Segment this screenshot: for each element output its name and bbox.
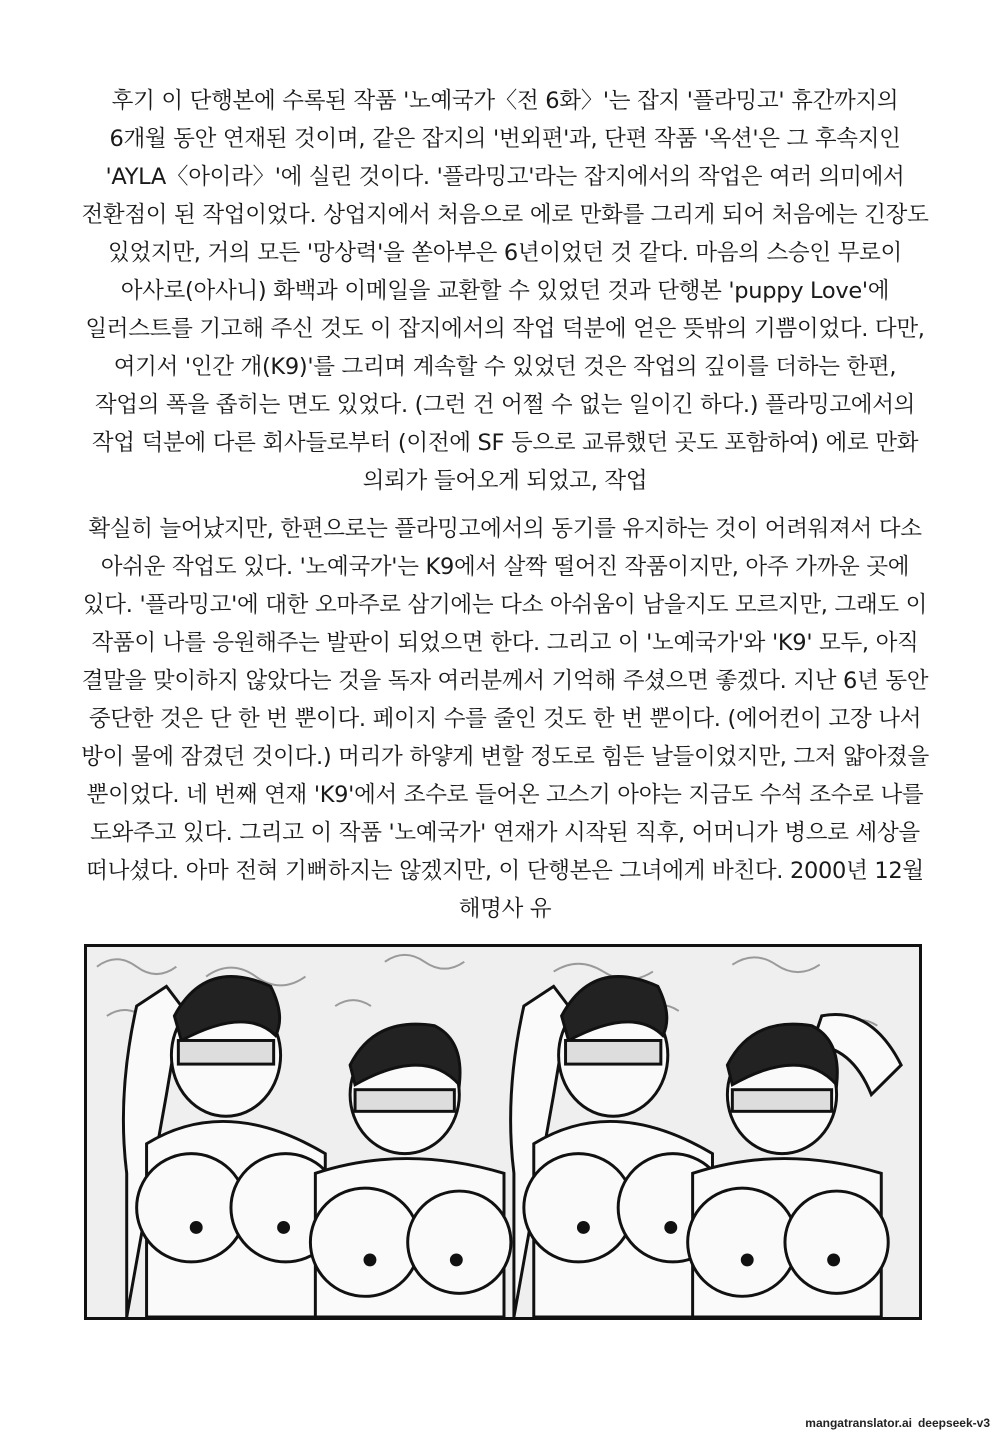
manga-illustration-panel bbox=[84, 944, 922, 1320]
credit-model-label: deepseek-v3 bbox=[917, 1416, 990, 1430]
afterword-paragraph-1: 후기 이 단행본에 수록된 작품 '노예국가〈전 6화〉'는 잡지 '플라밍고' 휴간까지의 6개월 동안 연재된 것이며, 같은 잡지의 '번외편'과, 단편 작품 '옥션'은 그 후속지인 'AYLA〈아이라〉'에 실린 것이다. '플라밍고'라는 잡지에서의 작업은 여러 의미에서 전환점이 된 작업이었다. 상업지에서 처음으로 에로 만화를 그리게 되어 처음에는 긴장도 있었지만, 거의 모든 '망상력'을 쏟아부은 6년이었던 것 같다. 마음의 스승인 무로이 아사로(아사니) 화백과 이메일을 교환할 수 있었던 것과 단행본 'puppy Love'에 일러스트를 기고해 주신 것도 이 잡지에서의 작업 덕분에 얻은 뜻밖의 기쁨이었다. 다만, 여기서 '인간 개(K9)'를 그리며 계속할 수 있었던 것은 작업의 깊이를 더하는 한편, 작업의 폭을 좁히는 면도 있었다. (그런 건 어쩔 수 없는 일이긴 하다.) 플라밍고에서의 작업 덕분에 다른 회사들로부터 (이전에 SF 등으로 교류했던 곳도 포함하여) 에로 만화 의뢰가 들어오게 되었고, 작업 bbox=[81, 88, 929, 494]
afterword-text-block bbox=[80, 82, 930, 928]
credit-site-label: mangatranslator.ai bbox=[805, 1416, 912, 1430]
afterword-paragraph-2: 확실히 늘어났지만, 한편으로는 플라밍고에서의 동기를 유지하는 것이 어려워져서 다소 아쉬운 작업도 있다. '노예국가'는 K9에서 살짝 떨어진 작품이지만, 아주 가까운 곳에 있다. '플라밍고'에 대한 오마주로 삼기에는 다소 아쉬움이 남을지도 모르지만, 그래도 이 작품이 나를 응원해주는 발판이 되었으면 한다. 그리고 이 '노예국가'와 'K9' 모두, 아직 결말을 맞이하지 않았다는 것을 독자 여러분께서 기억해 주셨으면 좋겠다. 지난 6년 동안 중단한 것은 단 한 번 뿐이다. 페이지 수를 줄인 것도 한 번 뿐이다. (에어컨이 고장 나서 방이 물에 잠겼던 것이다.) 머리가 하얗게 변할 정도로 힘든 날들이었지만, 그저 얇아졌을 뿐이었다. 네 번째 연재 'K9'에서 조수로 들어온 고스기 아야는 지금도 수석 조수로 나를 도와주고 있다. 그리고 이 작품 '노예국가' 연재가 시작된 직후, 어머니가 병으로 세상을 떠나셨다. 아마 전혀 기뻐하지는 않겠지만, 이 단행본은 그녀에게 바친다. 2000년 12월 해명사 유 bbox=[81, 516, 929, 922]
